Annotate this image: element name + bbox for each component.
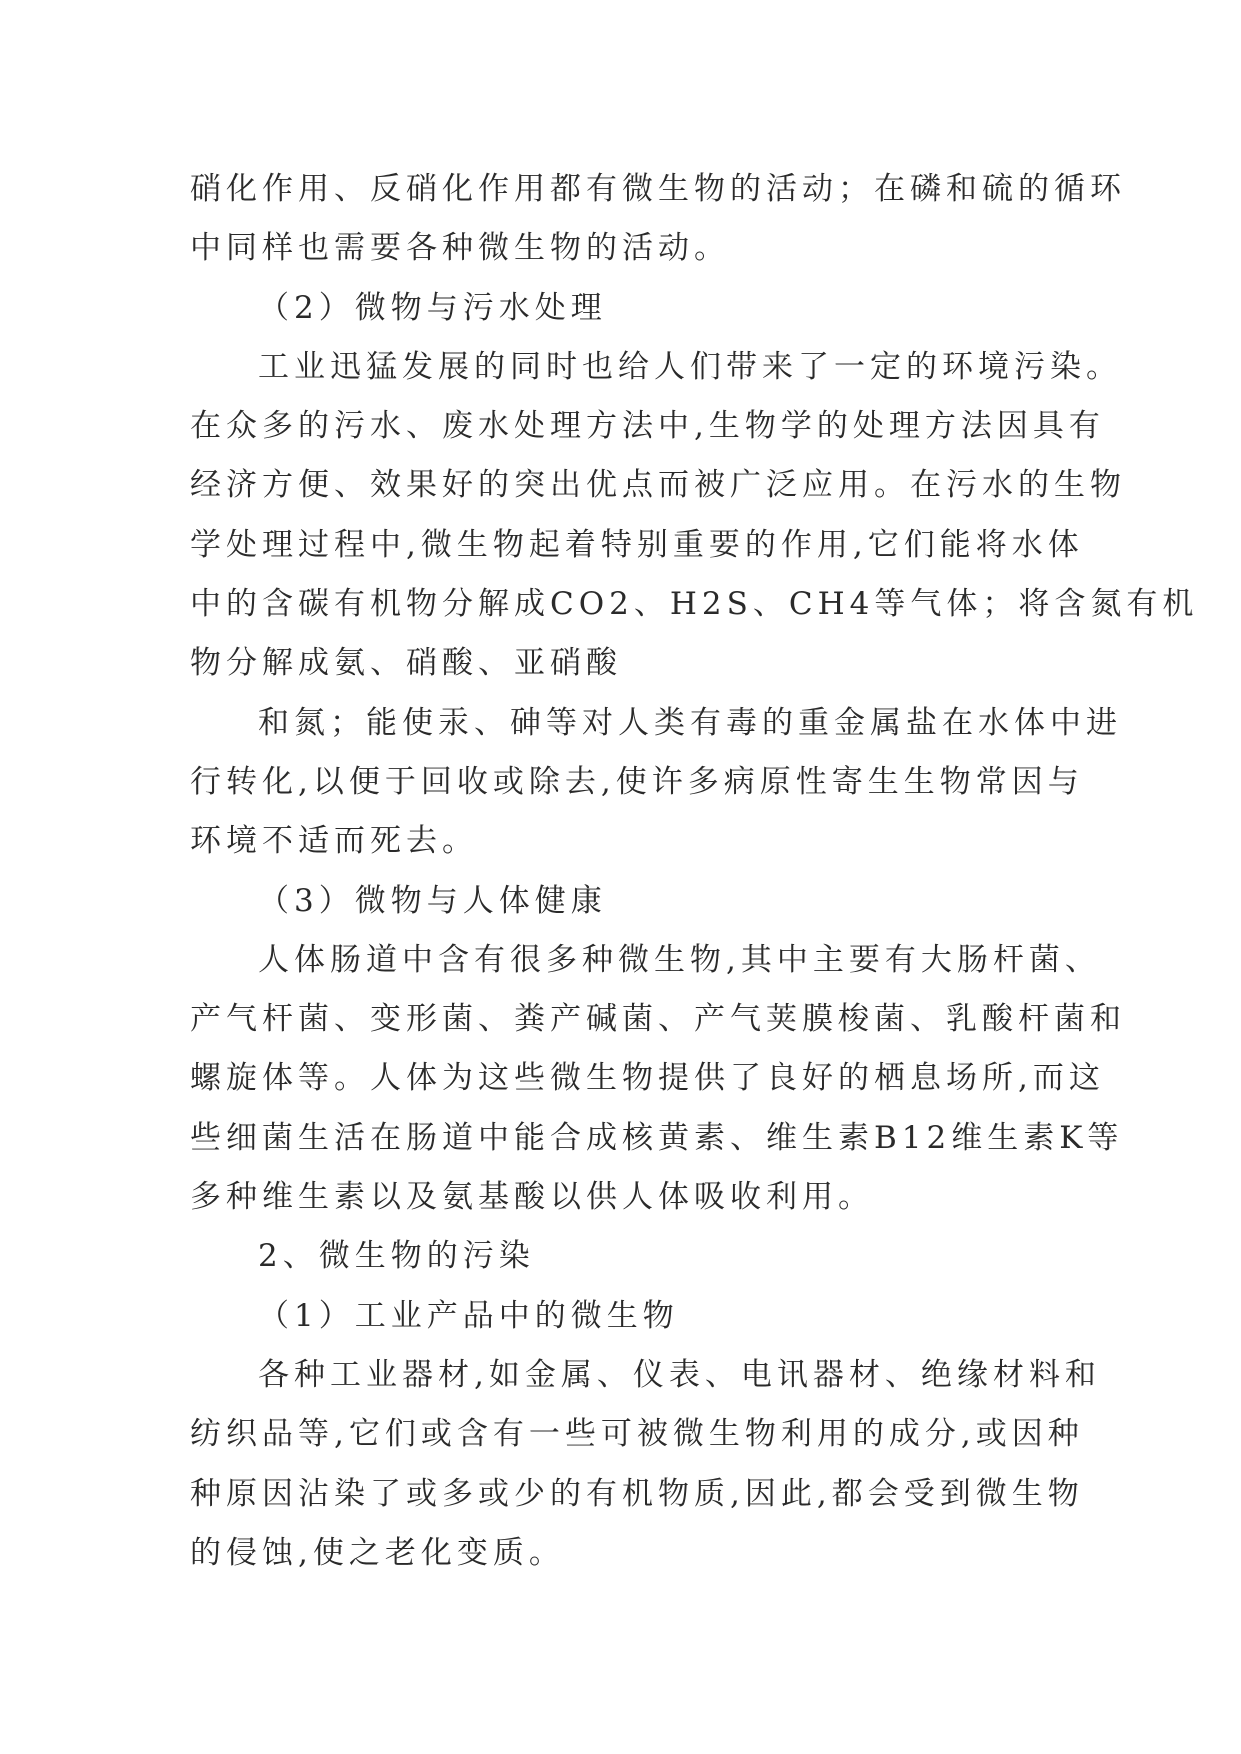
text-line: 人体肠道中含有很多种微生物,其中主要有大肠杆菌、 [258,941,1101,978]
text-line: 学处理过程中,微生物起着特别重要的作用,它们能将水体 [190,526,1084,563]
text-line: 中的含碳有机物分解成CO2、H2S、CH4等气体；将含氮有机 [190,586,1199,623]
section-heading: 2、微生物的污染 [258,1238,535,1275]
section-heading: （1）工业产品中的微生物 [258,1297,679,1334]
text-line: 工业迅猛发展的同时也给人们带来了一定的环境污染。 [258,348,1122,385]
text-line: 产气杆菌、变形菌、粪产碱菌、产气荚膜梭菌、乳酸杆菌和 [190,1001,1126,1038]
text-line: 和氮；能使汞、砷等对人类有毒的重金属盐在水体中进 [258,704,1122,741]
text-line: 多种维生素以及氨基酸以供人体吸收利用。 [190,1179,874,1216]
text-line: 行转化,以便于回收或除去,使许多病原性寄生生物常因与 [190,763,1084,800]
text-line: 些细菌生活在肠道中能合成核黄素、维生素B12维生素K等 [190,1119,1124,1156]
text-line: 环境不适而死去。 [190,823,478,860]
text-line: 中同样也需要各种微生物的活动。 [190,230,730,267]
text-line: 螺旋体等。人体为这些微生物提供了良好的栖息场所,而这 [190,1060,1105,1097]
text-line: 纺织品等,它们或含有一些可被微生物利用的成分,或因种 [190,1416,1084,1453]
section-heading: （2）微物与污水处理 [258,289,607,326]
text-line: 经济方便、效果好的突出优点而被广泛应用。在污水的生物 [190,467,1126,504]
text-line: 的侵蚀,使之老化变质。 [190,1534,565,1571]
section-heading: （3）微物与人体健康 [258,882,607,919]
text-line: 在众多的污水、废水处理方法中,生物学的处理方法因具有 [190,408,1105,445]
text-line: 种原因沾染了或多或少的有机物质,因此,都会受到微生物 [190,1475,1084,1512]
text-line: 硝化作用、反硝化作用都有微生物的活动；在磷和硫的循环 [190,171,1126,207]
document-body [190,160,1199,1583]
text-line: 物分解成氨、硝酸、亚硝酸 [190,645,622,682]
text-line: 各种工业器材,如金属、仪表、电讯器材、绝缘材料和 [258,1356,1101,1393]
